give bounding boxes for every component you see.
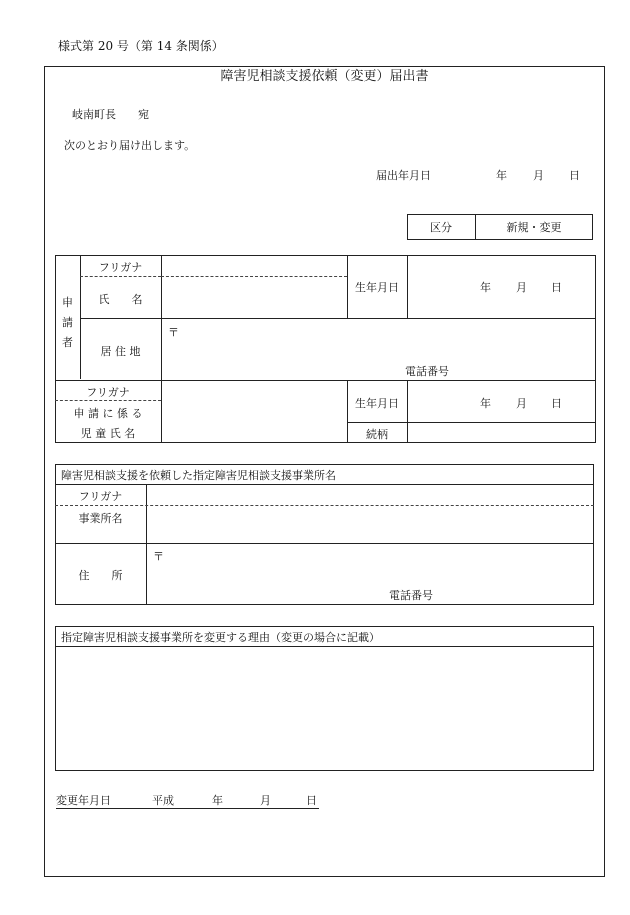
provider-phone-label: 電話番号 <box>389 589 433 602</box>
child-birth-year-unit: 年 <box>480 397 491 410</box>
change-date-label: 変更年月日 <box>56 794 111 807</box>
category-label: 区分 <box>430 221 452 234</box>
child-birth-month-unit: 月 <box>516 397 527 410</box>
child-name-input[interactable] <box>163 382 345 441</box>
provider-address-label: 住 所 <box>78 569 123 582</box>
applicant-phone-label: 電話番号 <box>405 365 449 378</box>
applicant-name-input[interactable] <box>163 278 345 316</box>
provider-address-input[interactable] <box>148 545 592 603</box>
submission-year-unit: 年 <box>496 169 507 182</box>
child-furigana-label: フリガナ <box>86 386 130 399</box>
applicant-section-label: 申 請 者 <box>62 296 73 349</box>
addressee: 岐南町長 宛 <box>72 108 149 121</box>
applicant-birthdate-input[interactable] <box>409 257 594 316</box>
provider-furigana-label: フリガナ <box>78 490 123 503</box>
form-title: 障害児相談支援依頼（変更）届出書 <box>220 69 429 84</box>
submission-month-unit: 月 <box>533 169 544 182</box>
category-value[interactable]: 新規・変更 <box>506 221 562 234</box>
child-name-label-line2: 児 童 氏 名 <box>80 427 136 440</box>
applicant-name-label: 氏 名 <box>98 293 143 306</box>
change-date-year-unit: 年 <box>212 794 223 807</box>
change-reason-header: 指定障害児相談支援事業所を変更する理由（変更の場合に記載） <box>61 631 380 644</box>
child-birthdate-label: 生年月日 <box>355 397 399 410</box>
change-date-input[interactable] <box>118 790 318 808</box>
applicant-address-input[interactable] <box>163 320 594 378</box>
applicant-furigana-input[interactable] <box>163 257 345 275</box>
child-relation-input[interactable] <box>409 424 594 442</box>
applicant-furigana-label: フリガナ <box>98 261 143 274</box>
provider-postal-mark: 〒 <box>153 550 164 563</box>
applicant-birth-day-unit: 日 <box>551 281 562 294</box>
child-name-label-line1: 申 請 に 係 る <box>73 407 143 420</box>
form-number: 様式第 20 号（第 14 条関係） <box>58 39 224 53</box>
change-date-era: 平成 <box>152 794 174 807</box>
change-date-day-unit: 日 <box>306 794 317 807</box>
child-relation-label: 続柄 <box>366 428 388 441</box>
applicant-address-label: 居 住 地 <box>100 345 141 358</box>
applicant-postal-mark: 〒 <box>168 326 179 339</box>
provider-office-input[interactable] <box>148 486 592 541</box>
provider-office-label: 事業所名 <box>78 512 123 525</box>
change-date-month-unit: 月 <box>260 794 271 807</box>
submission-date-label: 届出年月日 <box>376 169 431 182</box>
provider-header: 障害児相談支援を依頼した指定障害児相談支援事業所名 <box>61 469 336 482</box>
change-reason-input[interactable] <box>57 648 592 769</box>
change-date-underline <box>56 808 319 809</box>
applicant-birth-month-unit: 月 <box>516 281 527 294</box>
applicant-birth-year-unit: 年 <box>480 281 491 294</box>
child-birthdate-input[interactable] <box>409 382 594 420</box>
applicant-birthdate-label: 生年月日 <box>355 281 399 294</box>
submission-day-unit: 日 <box>569 169 580 182</box>
child-birth-day-unit: 日 <box>551 397 562 410</box>
intro-text: 次のとおり届け出します。 <box>64 139 196 152</box>
